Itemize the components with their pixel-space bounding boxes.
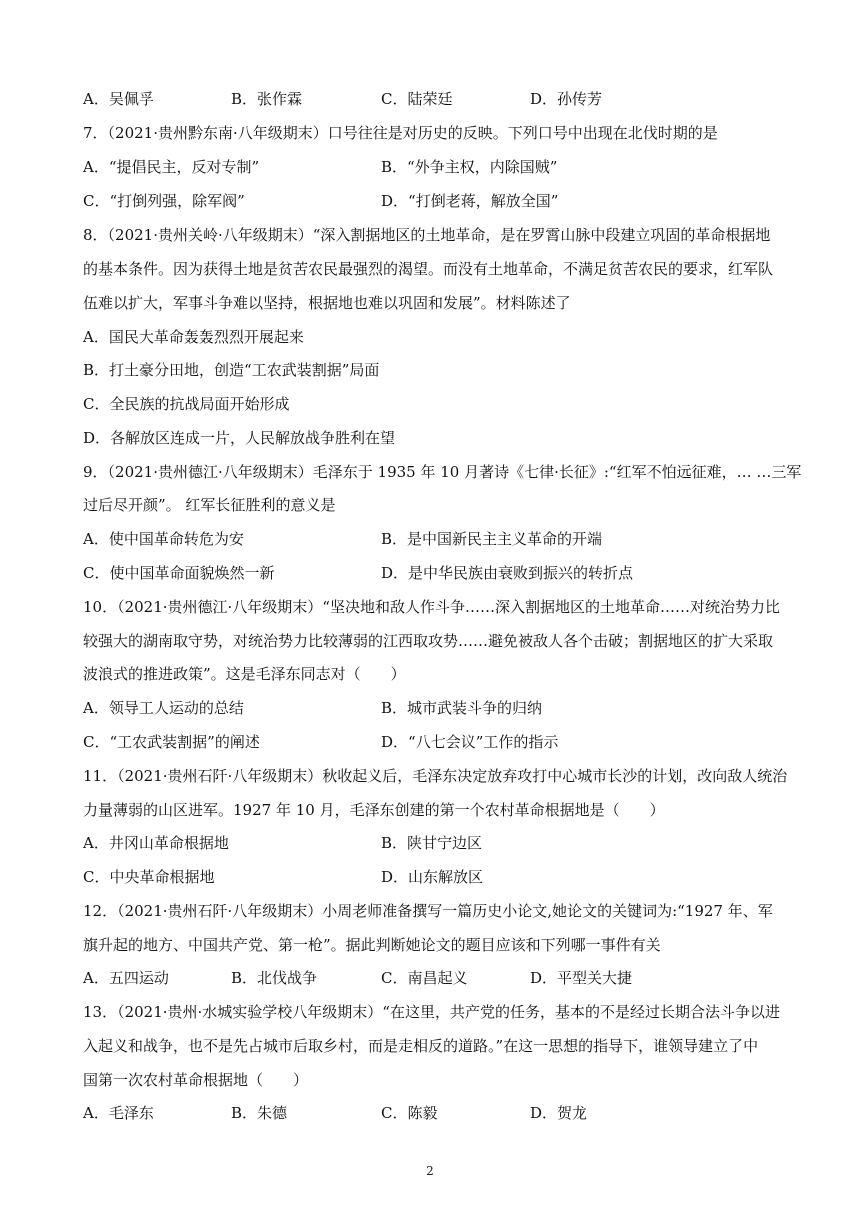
q13-stem-line-1: 13．（2021·贵州·水城实验学校八年级期末）“在这里，共产党的任务，基本的不是经过长期合法斗争以进 (83, 1003, 780, 1021)
q6-option-c: C．陆荣廷 (381, 90, 453, 108)
q9-option-a: A．使中国革命转危为安 (83, 530, 244, 548)
q8-option-c: C．全民族的抗战局面开始形成 (83, 395, 290, 413)
q7-option-b: B．“外争主权，内除国贼” (381, 158, 558, 176)
q11-option-b: B．陕甘宁边区 (381, 834, 483, 852)
q12-option-a: A．五四运动 (83, 969, 169, 987)
q12-stem-line-2: 旗升起的地方、中国共产党、第一枪”。据此判断她论文的题目应该和下列哪一事件有关 (83, 936, 661, 954)
q10-option-c: C．“工农武装割据”的阐述 (83, 733, 260, 751)
q11-stem-line-1: 11．（2021·贵州石阡·八年级期末）秋收起义后，毛泽东决定放弃攻打中心城市长沙的计划，改向敌人统治 (83, 767, 788, 785)
q8-stem-line-2: 的基本条件。因为获得土地是贫苦农民最强烈的渴望。而没有土地革命，不满足贫苦农民的要求，红军队 (83, 260, 774, 278)
q9-stem-line-1: 9．（2021·贵州德江·八年级期末）毛泽东于 1935 年 10 月著诗《七律·长征》:“红军不怕远征难，… …三军 (83, 463, 802, 481)
q10-option-a: A．领导工人运动的总结 (83, 699, 244, 717)
q13-stem-line-3: 国第一次农村革命根据地（ ） (83, 1071, 309, 1089)
q12-option-c: C．南昌起义 (381, 969, 468, 987)
q7-option-d: D．“打倒老蒋，解放全国” (381, 192, 559, 210)
q10-stem-line-3: 波浪式的推进政策”。这是毛泽东同志对（ ） (83, 665, 406, 683)
q12-option-b: B．北伐战争 (231, 969, 318, 987)
q10-stem-line-2: 较强大的湖南取守势，对统治势力比较薄弱的江西取攻势……避免被敌人各个击破；割据地区的扩大采取 (83, 632, 774, 650)
q13-stem-line-2: 入起义和战争，也不是先占城市后取乡村，而是走相反的道路。”在这一思想的指导下，谁领导建立了中 (83, 1037, 759, 1055)
q8-option-d: D．各解放区连成一片，人民解放战争胜利在望 (83, 429, 396, 447)
q13-option-d: D．贺龙 (530, 1104, 588, 1122)
q9-stem-line-2: 过后尽开颜”。 红军长征胜利的意义是 (83, 496, 336, 514)
q7-stem: 7．（2021·贵州黔东南·八年级期末）口号往往是对历史的反映。下列口号中出现在北伐时期的是 (83, 124, 718, 142)
q10-option-d: D．“八七会议”工作的指示 (381, 733, 559, 751)
q12-option-d: D．平型关大捷 (530, 969, 633, 987)
q11-stem-line-2: 力量薄弱的山区进军。1927 年 10 月，毛泽东创建的第一个农村革命根据地是（ ） (83, 801, 665, 819)
q6-option-d: D．孙传芳 (530, 90, 603, 108)
q13-option-c: C．陈毅 (381, 1104, 438, 1122)
q11-option-c: C．中央革命根据地 (83, 868, 215, 886)
q11-option-d: D．山东解放区 (381, 868, 484, 886)
q9-option-d: D．是中华民族由衰败到振兴的转折点 (381, 564, 634, 582)
q12-stem-line-1: 12．（2021·贵州石阡·八年级期末）小周老师准备撰写一篇历史小论文,她论文的关键词为:“1927 年、军 (83, 902, 773, 920)
q11-option-a: A．井冈山革命根据地 (83, 834, 229, 852)
q9-option-b: B．是中国新民主主义革命的开端 (381, 530, 603, 548)
q9-option-c: C．使中国革命面貌焕然一新 (83, 564, 275, 582)
q8-option-b: B．打土豪分田地，创造“工农武装割据”局面 (83, 361, 380, 379)
q8-stem-line-3: 伍难以扩大，军事斗争难以坚持，根据地也难以巩固和发展”。材料陈述了 (83, 294, 571, 312)
q8-stem-line-1: 8．（2021·贵州关岭·八年级期末）“深入割据地区的土地革命，是在罗霄山脉中段建立巩固的革命根据地 (83, 226, 771, 244)
q6-option-b: B．张作霖 (231, 90, 303, 108)
q7-option-a: A．“提倡民主，反对专制” (83, 158, 260, 176)
q7-option-c: C．“打倒列强，除军阀” (83, 192, 245, 210)
q10-stem-line-1: 10．（2021·贵州德江·八年级期末）“坚决地和敌人作斗争……深入割据地区的土地革命……对统治势力比 (83, 598, 780, 616)
q6-option-a: A．吴佩孚 (83, 90, 154, 108)
q10-option-b: B．城市武装斗争的归纳 (381, 699, 543, 717)
q13-option-b: B．朱德 (231, 1104, 288, 1122)
page-number: 2 (426, 1164, 434, 1178)
q8-option-a: A．国民大革命轰轰烈烈开展起来 (83, 328, 304, 346)
q13-option-a: A．毛泽东 (83, 1104, 154, 1122)
